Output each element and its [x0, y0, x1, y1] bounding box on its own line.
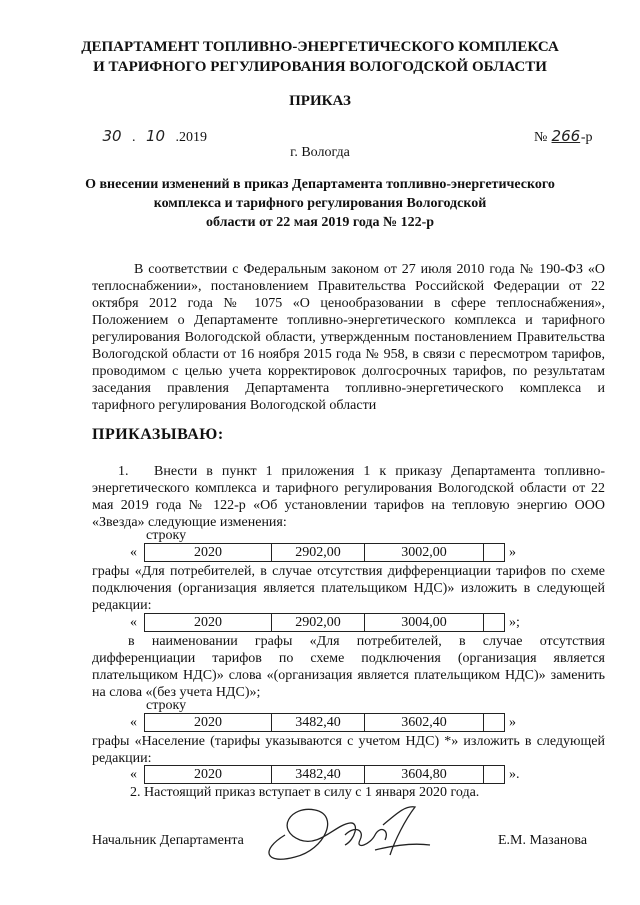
preamble-text: В соответствии с Федеральным законом от 27 июля 2010 года № 190-ФЗ «О теплоснабжении», постановлением Правительства Российской Федерации от 22 октября 2012 года № 1075 «О ценообразовании в сфере теплоснабжения», Положением о Департаменте топливно-энергетического комплекса и тарифного регулирования Вологодской области, утвержденным постановлением Правительства Вологодской области от 16 ноября 2015 года № 958, в связи с пересмотром тарифов, проводимом с целью учета корректировок долгосрочных тарифов, по результатам заседания правления Департамента топливно-энергетического комплекса и тарифного регулирования Вологодской области — [92, 262, 605, 413]
open-quote: « — [130, 614, 137, 630]
rename-text: в наименовании графы «Для потребителей, в случае отсутствия дифференциации тарифов по схеме подключения (организация является плательщиком НДС)» слова «(организация является плательщиком НДС)» заменить на слова «(без учета НДС)»; — [92, 634, 605, 700]
cell-year: 2020 — [145, 544, 272, 561]
date-sep: . — [132, 130, 136, 145]
table-row-2 — [130, 613, 520, 632]
replace-paragraph-1: графы «Для потребителей, в случае отсутствия дифференциации тарифов по схеме подключения (организация является плательщиком НДС)» изложить в следующей редакции: — [92, 564, 605, 613]
cell-empty — [484, 544, 504, 561]
close-quote: ». — [509, 766, 520, 782]
row-label-1: строку — [146, 528, 187, 543]
cell-value-2: 3002,00 — [365, 544, 484, 561]
number-prefix: № — [534, 130, 548, 145]
signature-image — [255, 795, 435, 870]
subject-line-3: области от 22 мая 2019 года № 122-р — [205, 215, 435, 230]
close-quote: »; — [509, 614, 520, 630]
header-line-2: И ТАРИФНОГО РЕГУЛИРОВАНИЯ ВОЛОГОДСКОЙ ОБЛАСТИ — [93, 59, 547, 75]
cell-year: 2020 — [145, 714, 272, 731]
header-line-1: ДЕПАРТАМЕНТ ТОПЛИВНО-ЭНЕРГЕТИЧЕСКОГО КОМПЛЕКСА — [81, 39, 559, 55]
doc-type: ПРИКАЗ — [289, 93, 351, 109]
cell-value-1: 3482,40 — [272, 714, 365, 731]
cell-value-1: 3482,40 — [272, 766, 365, 783]
subject-line-2: комплекса и тарифного регулирования Вологодской — [153, 196, 487, 211]
item-1-text: Внести в пункт 1 приложения 1 к приказу Департамента топливно-энергетического комплекса и тарифного регулирования Вологодской области от 22 мая 2019 года № 122-р «Об установлении тарифов на тепловую энергию ООО «Звезда» следующие изменения: — [92, 464, 605, 530]
cell-year: 2020 — [145, 614, 272, 631]
date-day: 30 — [102, 127, 122, 145]
item-2: 2. Настоящий приказ вступает в силу с 1 января 2020 года. — [130, 785, 480, 800]
cell-empty — [484, 714, 504, 731]
close-quote: » — [509, 544, 516, 560]
doc-date — [92, 127, 207, 146]
open-quote: « — [130, 544, 137, 560]
signatory-name: Е.М. Мазанова — [498, 833, 588, 848]
order-word: ПРИКАЗЫВАЮ: — [92, 426, 224, 443]
table-row-3 — [130, 713, 516, 732]
preamble-paragraph — [92, 261, 605, 414]
open-quote: « — [130, 714, 137, 730]
table-row-4 — [130, 765, 520, 784]
table-box — [144, 613, 505, 632]
cell-value-2: 3004,00 — [365, 614, 484, 631]
signatory-title: Начальник Департамента — [92, 833, 244, 848]
cell-empty — [484, 614, 504, 631]
cell-empty — [484, 766, 504, 783]
item-1 — [92, 463, 605, 531]
close-quote: » — [509, 714, 516, 730]
item-1-number: 1. — [118, 464, 129, 479]
cell-value-2: 3604,80 — [365, 766, 484, 783]
table-box — [144, 543, 505, 562]
row-label-2: строку — [146, 698, 187, 713]
subject — [0, 175, 640, 232]
cell-value-1: 2902,00 — [272, 614, 365, 631]
table-box — [144, 765, 505, 784]
replace-paragraph-2: графы «Население (тарифы указываются с учетом НДС) *» изложить в следующей редакции: — [92, 734, 605, 766]
number-value: 266 — [551, 127, 581, 145]
city: г. Вологда — [290, 145, 350, 160]
rename-paragraph — [92, 633, 605, 701]
doc-number — [534, 127, 593, 146]
table-row-1 — [130, 543, 516, 562]
cell-year: 2020 — [145, 766, 272, 783]
cell-value-1: 2902,00 — [272, 544, 365, 561]
table-box — [144, 713, 505, 732]
cell-value-2: 3602,40 — [365, 714, 484, 731]
subject-line-1: О внесении изменений в приказ Департамента топливно-энергетического — [85, 177, 555, 192]
date-month: 10 — [145, 127, 166, 145]
department-header — [0, 37, 640, 77]
date-year: .2019 — [175, 130, 207, 145]
open-quote: « — [130, 766, 137, 782]
number-suffix: -р — [580, 130, 593, 145]
